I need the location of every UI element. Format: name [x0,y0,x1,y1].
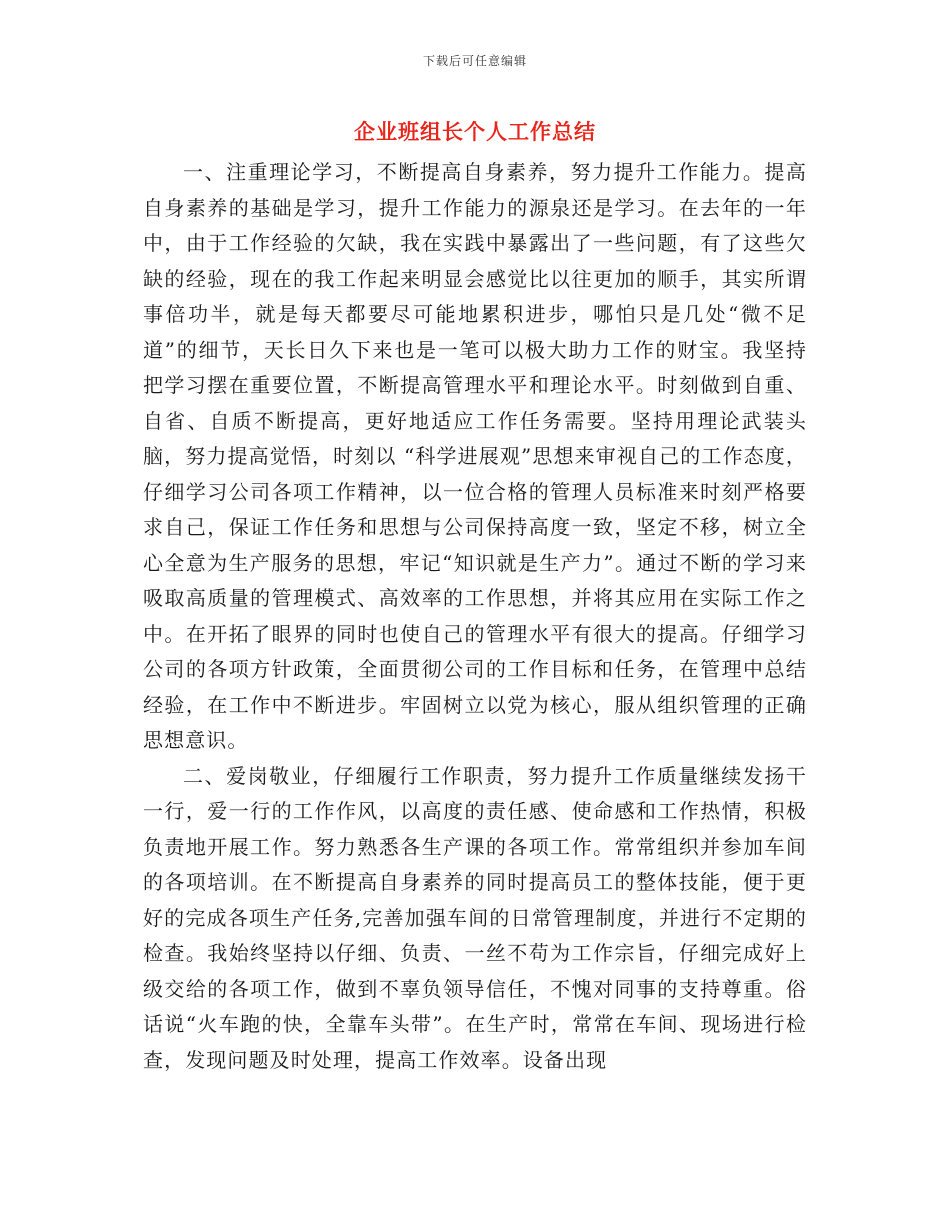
header-note: 下载后可任意编辑 [422,54,527,68]
document-body [143,155,807,1078]
paragraph-1: 一、注重理论学习，不断提高自身素养，努力提升工作能力。提高自身素养的基础是学习，提升工作能力的源泉还是学习。在去年的一年中，由于工作经验的欠缺，我在实践中暴露出了一些问题，有了这些欠缺的经验，现在的我工作起来明显会感觉比以往更加的顺手，其实所谓事倍功半，就是每天都要尽可能地累积进步，哪怕只是几处“微不足道”的细节，天长日久下来也是一笔可以极大助力工作的财宝。我坚持把学习摆在重要位置，不断提高管理水平和理论水平。时刻做到自重、自省、自质不断提高，更好地适应工作任务需要。坚持用理论武装头脑，努力提高觉悟，时刻以 “科学进展观”思想来审视自己的工作态度，仔细学习公司各项工作精神，以一位合格的管理人员标准来时刻严格要求自己，保证工作任务和思想与公司保持高度一致，坚定不移，树立全心全意为生产服务的思想，牢记“知识就是生产力”。通过不断的学习来吸取高质量的管理模式、高效率的工作思想，并将其应用在实际工作之中。在开拓了眼界的同时也使自己的管理水平有很大的提高。仔细学习公司的各项方针政策，全面贯彻公司的工作目标和任务，在管理中总结经验，在工作中不断进步。牢固树立以党为核心，服从组织管理的正确思想意识。 [143,160,807,752]
document-title: 企业班组长个人工作总结 [354,119,596,144]
paragraph-2: 二、爱岗敬业，仔细履行工作职责，努力提升工作质量继续发扬干一行，爱一行的工作作风，以高度的责任感、使命感和工作热情，积极负责地开展工作。努力熟悉各生产课的各项工作。常常组织并参加车间的各项培训。在不断提高自身素养的同时提高员工的整体技能，便于更好的完成各项生产任务,完善加强车间的日常管理制度，并进行不定期的检查。我始终坚持以仔细、负责、一丝不苟为工作宗旨，仔细完成好上级交给的各项工作，做到不辜负领导信任，不愧对同事的支持尊重。俗话说“火车跑的快，全靠车头带”。在生产时，常常在车间、现场进行检查，发现问题及时处理，提高工作效率。设备出现 [143,763,807,1072]
